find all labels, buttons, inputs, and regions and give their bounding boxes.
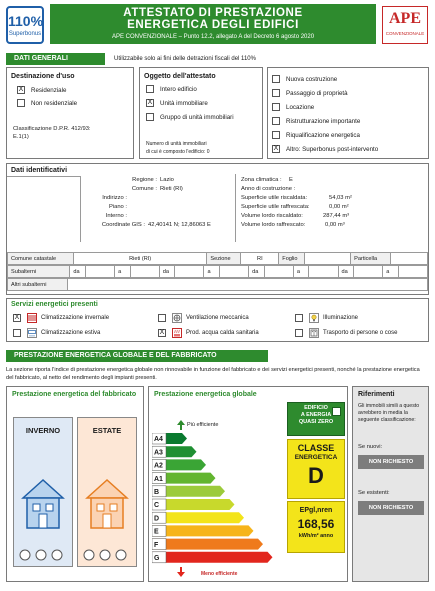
globale-box [148, 386, 348, 582]
document-title-line2: ENERGETICA DEGLI EDIFICI [127, 19, 299, 31]
energy-class-label: C [154, 502, 160, 510]
sezione-label: Sezione [207, 253, 241, 265]
photo-placeholder [7, 176, 81, 242]
a-label: a [293, 266, 309, 278]
energy-class-bar-g [152, 552, 273, 563]
sup-raffrescata-label: Superficie utile raffrescata: [241, 204, 310, 210]
nzeb-line1: EDIFICIO [304, 405, 328, 411]
sup-raffrescata-value: 0,00 m² [329, 204, 349, 210]
energy-class-bar-a2 [152, 459, 206, 470]
a-label: a [204, 266, 220, 278]
dati-identificativi-title: Dati identificativi [11, 167, 68, 174]
document-subtitle: APE CONVENZIONALE – Punto 12.2, allegato A del Decreto 6 agosto 2020 [111, 34, 315, 40]
energy-class-bar-a4 [152, 433, 187, 444]
cell [264, 266, 293, 278]
nuovi-label: Se nuovi: [358, 444, 383, 450]
motivazione-option[interactable] [272, 102, 314, 112]
numero-unita-line2: di cui è composto l'edificio: 0 [146, 149, 210, 155]
checkbox[interactable]: X [147, 99, 153, 106]
ep-label: EPgl,nren [299, 507, 333, 514]
riferimenti-text: Gli immobili simili a questo avrebbero in media la seguente classificazione: [358, 403, 420, 423]
document-header [0, 0, 435, 52]
destinazione-option-residenziale[interactable] [17, 85, 66, 95]
quality-smileys [13, 545, 137, 565]
checkbox[interactable]: X [14, 314, 20, 321]
option-label: Locazione [286, 103, 315, 111]
option-label: Ristrutturazione importante [286, 117, 361, 125]
checkbox[interactable] [295, 314, 303, 322]
superbonus-logo-caption: Superbonus [8, 31, 42, 37]
classe-label: CLASSE [297, 443, 335, 453]
arrow-up-icon [177, 420, 185, 430]
arrow-down-icon [177, 567, 185, 577]
nzeb-line3: QUASI ZERO [298, 419, 334, 425]
classe-value: D [308, 463, 324, 488]
nuovi-value: NON RICHIESTO [358, 455, 424, 469]
inverno-label: INVERNO [25, 426, 61, 435]
coordinate-value: 42,40141 N; 12,86063 E [148, 222, 211, 228]
nzeb-checkbox[interactable] [332, 407, 341, 416]
comune-value: Rieti (RI) [160, 186, 183, 192]
checkbox[interactable] [146, 85, 154, 93]
destinazione-title: Destinazione d'uso [11, 73, 75, 80]
energy-class-bar-f [152, 539, 263, 550]
zona-climatica-label: Zona climatica : [241, 177, 282, 183]
servizio-label: Ventilazione meccanica [186, 315, 249, 321]
hot-water-icon [172, 328, 182, 338]
foglio-label: Foglio [279, 253, 305, 265]
energy-class-label: D [154, 515, 160, 523]
house-winter-icon [19, 476, 67, 534]
anno-costruzione-label: Anno di costruzione : [241, 186, 296, 192]
radiator-icon [27, 313, 37, 323]
cell [85, 266, 114, 278]
option-label: Unità immobiliare [160, 99, 208, 107]
dati-generali-bar: DATI GENERALI [6, 53, 105, 65]
option-label: Intero edificio [160, 85, 197, 93]
checkbox[interactable] [272, 89, 280, 97]
oggetto-option-gruppo[interactable] [146, 112, 234, 122]
elevator-icon [309, 328, 319, 338]
nzeb-badge [287, 402, 345, 436]
fan-icon [172, 313, 182, 323]
air-conditioner-icon [27, 328, 37, 338]
fabbricato-box [6, 386, 144, 582]
cell [220, 266, 249, 278]
energy-class-label: F [154, 541, 159, 549]
cell [130, 266, 159, 278]
catasto-table [7, 252, 428, 265]
energy-class-label: A4 [154, 436, 163, 444]
option-label: Riqualificazione energetica [286, 131, 360, 139]
servizio-illuminazione[interactable] [295, 313, 358, 323]
document-title-line1: ATTESTATO DI PRESTAZIONE [123, 7, 303, 19]
subalterni-label: Subalterni [8, 266, 70, 278]
energy-class-bar-a1 [152, 473, 216, 484]
globale-title: Prestazione energetica globale [154, 391, 257, 398]
ape-logo [382, 6, 428, 44]
servizio-trasporto[interactable] [295, 328, 397, 338]
classificazione-value: E.1(1) [13, 134, 29, 140]
motivazione-box [267, 67, 429, 159]
checkbox[interactable] [146, 113, 154, 121]
servizi-box [6, 298, 429, 342]
piano-label: Piano : [108, 204, 127, 210]
superbonus-logo-text: 110% [8, 13, 44, 29]
classificazione-label: Classificazione D.P.R. 412/93: [13, 126, 91, 132]
oggetto-option-intero[interactable] [146, 84, 197, 94]
coordinate-label: Coordinate GIS : [101, 222, 145, 228]
destinazione-box [6, 67, 134, 159]
checkbox[interactable] [17, 99, 25, 107]
smiley-icons [13, 545, 137, 565]
fabbricato-title: Prestazione energetica del fabbricato [12, 391, 137, 398]
table-row [8, 266, 428, 278]
ep-index-box [287, 501, 345, 553]
option-label: Altro: Superbonus post-intervento [286, 145, 379, 153]
motivazione-option[interactable] [272, 88, 348, 98]
regione-value: Lazio [160, 177, 174, 183]
servizio-label: Illuminazione [323, 315, 359, 321]
checkbox[interactable] [272, 103, 280, 111]
dati-generali-note: Utilizzabile solo ai fini delle detrazioni fiscali del 110% [114, 56, 256, 62]
sup-riscaldata-label: Superficie utile riscaldata: [241, 195, 308, 201]
servizio-climatizzazione-invernale[interactable] [13, 313, 109, 323]
energy-class-label: E [154, 528, 159, 536]
estate-label: ESTATE [92, 426, 122, 435]
servizio-label: Climatizzazione estiva [41, 330, 101, 336]
ep-value: 168,56 [297, 517, 335, 531]
option-label: Non residenziale [31, 99, 78, 107]
da-label: da [159, 266, 175, 278]
a-label: a [115, 266, 131, 278]
checkbox[interactable]: X [18, 86, 24, 93]
energy-class-bar-e [152, 525, 254, 536]
numero-unita-line1: Numero di unità immobiliari [146, 141, 207, 147]
cell [309, 266, 338, 278]
option-label: Passaggio di proprietà [286, 89, 348, 97]
nzeb-line2: A ENERGIA [300, 412, 332, 418]
checkbox[interactable] [272, 117, 280, 125]
servizio-ventilazione[interactable] [158, 313, 249, 323]
superbonus-logo [6, 6, 44, 44]
cell [354, 266, 383, 278]
energy-class-label: B [154, 489, 160, 496]
table-row [8, 279, 428, 291]
meno-efficiente-label: Meno efficiente [201, 571, 238, 577]
classe-energetica-box [287, 439, 345, 499]
servizio-label: Prod. acqua calda sanitaria [186, 330, 259, 336]
checkbox[interactable] [272, 75, 280, 83]
motivazione-option[interactable] [272, 144, 378, 154]
comune-label: Comune : [131, 186, 157, 192]
servizio-label: Climatizzazione invernale [41, 315, 110, 321]
option-label: Residenziale [31, 86, 67, 94]
piu-efficiente-label: Più efficiente [187, 422, 219, 428]
ape-logo-text: APE [389, 10, 421, 27]
da-label: da [338, 266, 354, 278]
lightbulb-icon [309, 313, 319, 323]
indirizzo-label: Indirizzo : [102, 195, 127, 201]
esistenti-value: NON RICHIESTO [358, 501, 424, 515]
altri-subalterni-value [68, 279, 428, 291]
motivazione-option[interactable] [272, 130, 360, 140]
energy-class-scale [152, 433, 284, 567]
checkbox[interactable]: X [273, 145, 279, 152]
servizio-label: Trasporto di persone o cose [323, 330, 398, 336]
energy-class-label: A1 [154, 475, 163, 483]
oggetto-title: Oggetto dell'attestato [144, 73, 216, 80]
foglio-value [305, 253, 351, 265]
riferimenti-box [352, 386, 429, 582]
house-summer-icon [83, 476, 131, 534]
destinazione-option-non-residenziale[interactable] [17, 98, 77, 108]
servizio-acqua-calda[interactable] [158, 328, 259, 338]
particella-label: Particella [351, 253, 391, 265]
zona-climatica-value: E [289, 177, 293, 183]
option-label: Gruppo di unità immobiliari [160, 113, 234, 121]
checkbox[interactable] [272, 131, 280, 139]
energetica-label: ENERGETICA [294, 454, 338, 461]
vol-riscaldato-label: Volume lordo riscaldato: [241, 213, 303, 219]
title-band [50, 4, 376, 44]
oggetto-box [139, 67, 263, 159]
cell [175, 266, 204, 278]
divider [235, 174, 236, 242]
checkbox[interactable] [13, 329, 21, 337]
energy-class-bar-b [152, 486, 225, 497]
sup-riscaldata-value: 54,03 m² [329, 195, 352, 201]
altri-subalterni-label: Altri subalterni [8, 279, 68, 291]
riferimenti-title: Riferimenti [358, 391, 395, 398]
vol-raffrescato-label: Volume lordo raffrescato: [241, 222, 306, 228]
servizi-title: Servizi energetici presenti [11, 301, 98, 308]
subalterni-table [7, 265, 428, 278]
altri-subalterni-table [7, 278, 428, 291]
energy-class-label: A2 [154, 462, 163, 470]
prestazione-globale-bar: PRESTAZIONE ENERGETICA GLOBALE E DEL FABBRICATO [6, 350, 268, 362]
checkbox[interactable] [158, 314, 166, 322]
checkbox[interactable] [295, 329, 303, 337]
vol-raffrescato-value: 0,00 m³ [325, 222, 345, 228]
interno-label: Interno : [105, 213, 127, 219]
energy-class-label: G [154, 555, 160, 562]
da-label: da [249, 266, 265, 278]
energy-class-bar-d [152, 512, 244, 523]
comune-catastale-label: Comune catastale [8, 253, 74, 265]
a-label: a [383, 266, 399, 278]
checkbox[interactable]: X [159, 329, 165, 336]
table-row [8, 253, 428, 265]
option-label: Nuova costruzione [286, 75, 338, 83]
energy-class-bar-a3 [152, 446, 197, 457]
energy-class-label: A3 [154, 449, 163, 457]
vol-riscaldato-value: 287,44 m³ [323, 213, 350, 219]
servizio-climatizzazione-estiva[interactable] [13, 328, 100, 338]
cell [398, 266, 427, 278]
regione-label: Regione : [132, 177, 157, 183]
motivazione-option[interactable] [272, 74, 337, 84]
ep-unit: kWh/m² anno [298, 533, 334, 539]
particella-value [391, 253, 428, 265]
motivazione-option[interactable] [272, 116, 360, 126]
sezione-value: RI [241, 253, 279, 265]
da-label: da [70, 266, 86, 278]
prestazione-intro: La sezione riporta l'indice di prestazione energetica globale non rinnovabile in funzione del fabbricato e dei servizi energetici presenti, nonché la prestazione energetica del fabbricato, al netto del rendimento degli impianti presenti. [6, 367, 420, 381]
esistenti-label: Se esistenti: [358, 490, 390, 496]
oggetto-option-unita[interactable] [146, 98, 208, 108]
energy-class-bar-c [152, 499, 235, 510]
ape-logo-caption: CONVENZIONALE [385, 31, 425, 36]
comune-catastale-value: Rieti (RI) [73, 253, 207, 265]
